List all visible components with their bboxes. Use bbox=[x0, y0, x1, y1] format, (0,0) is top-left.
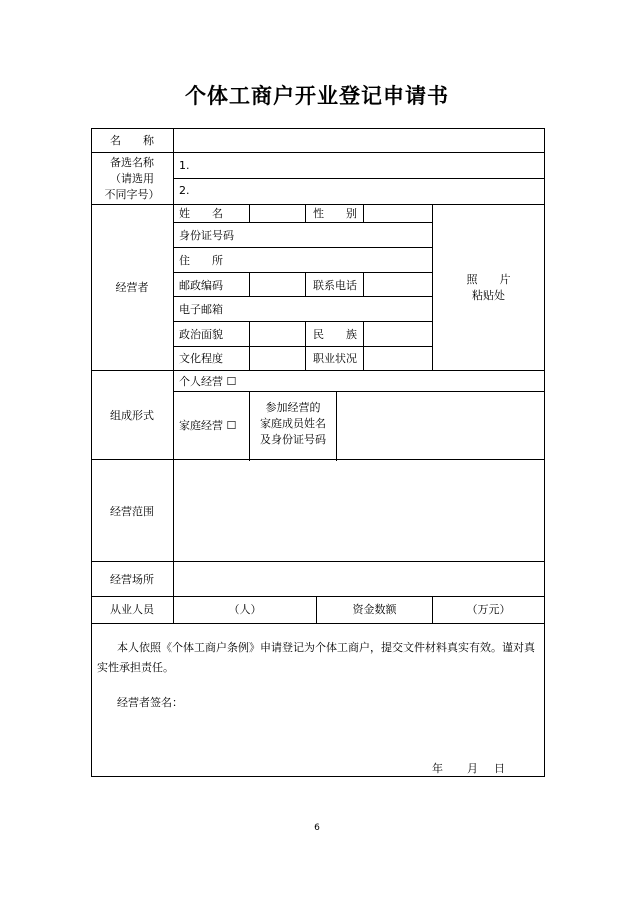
family-checkbox[interactable]: ☐ bbox=[226, 419, 237, 432]
family-members-label-line3: 及身份证号码 bbox=[260, 433, 326, 446]
photo-label-line1: 照 片 bbox=[466, 273, 511, 286]
column-line bbox=[173, 128, 174, 624]
residence-label: 住 所 bbox=[179, 254, 223, 267]
business-premises-label: 经营场所 bbox=[110, 573, 154, 586]
alt-name-1-label: 1. bbox=[179, 159, 190, 172]
form-border-right bbox=[544, 128, 545, 777]
capital-unit: （万元） bbox=[466, 603, 511, 616]
column-line bbox=[305, 272, 306, 297]
column-line bbox=[305, 321, 306, 371]
alt-names-label-line3: 不同字号） bbox=[104, 188, 160, 201]
ethnicity-label: 民 族 bbox=[313, 328, 357, 341]
row-line bbox=[91, 596, 545, 597]
declaration-line2: 实性承担责任。 bbox=[97, 661, 174, 674]
capital-label: 资金数额 bbox=[352, 603, 397, 616]
row-line bbox=[173, 178, 545, 179]
row-line bbox=[173, 222, 433, 223]
column-line bbox=[305, 204, 306, 223]
row-line bbox=[91, 370, 545, 371]
family-members-label-line2: 家庭成员姓名 bbox=[260, 417, 326, 430]
row-line bbox=[173, 272, 433, 273]
org-form-label: 组成形式 bbox=[110, 409, 154, 422]
education-label: 文化程度 bbox=[179, 352, 223, 365]
name-label: 名 称 bbox=[110, 134, 154, 147]
alt-names-label-line1: 备选名称 bbox=[110, 156, 154, 169]
page-number: 6 bbox=[314, 823, 320, 833]
operator-label: 经营者 bbox=[115, 281, 149, 294]
row-line bbox=[173, 346, 433, 347]
individual-operation-text: 个人经营 bbox=[179, 375, 223, 388]
date-day-label: 日 bbox=[494, 762, 505, 775]
family-operation-text: 家庭经营 bbox=[179, 419, 223, 432]
row-line bbox=[173, 296, 433, 297]
row-line bbox=[173, 391, 545, 392]
signature-label: 经营者签名： bbox=[117, 696, 183, 709]
individual-operation-label bbox=[179, 375, 236, 388]
form-border-top bbox=[91, 128, 545, 129]
column-line bbox=[336, 391, 337, 461]
column-line bbox=[249, 204, 250, 223]
column-line bbox=[249, 272, 250, 297]
id-number-label: 身份证号码 bbox=[179, 229, 234, 242]
application-form bbox=[91, 128, 545, 777]
form-border-bottom bbox=[91, 776, 545, 777]
declaration-line1: 本人依照《个体工商户条例》申请登记为个体工商户，提交文件材料真实有效。谨对真 bbox=[117, 641, 535, 654]
row-line bbox=[173, 321, 433, 322]
gender-label: 性 别 bbox=[313, 207, 357, 220]
family-members-label-line1: 参加经营的 bbox=[265, 401, 321, 414]
phone-label: 联系电话 bbox=[313, 279, 357, 292]
column-line bbox=[363, 204, 364, 223]
column-line bbox=[249, 321, 250, 371]
photo-label-line2: 粘贴处 bbox=[472, 289, 505, 302]
occupation-label: 职业状况 bbox=[313, 352, 357, 365]
date-year-label: 年 bbox=[432, 762, 443, 775]
email-label: 电子邮箱 bbox=[179, 303, 223, 316]
individual-checkbox[interactable]: ☐ bbox=[226, 375, 237, 388]
row-line bbox=[91, 561, 545, 562]
operator-name-label: 姓 名 bbox=[179, 207, 223, 220]
column-line bbox=[363, 272, 364, 297]
column-line bbox=[363, 321, 364, 371]
business-scope-label: 经营范围 bbox=[110, 505, 154, 518]
date-month-label: 月 bbox=[467, 762, 478, 775]
family-operation-label bbox=[179, 419, 236, 432]
page-title: 个体工商户开业登记申请书 bbox=[185, 84, 449, 108]
row-line bbox=[91, 459, 545, 460]
row-line bbox=[91, 204, 545, 205]
row-line bbox=[173, 247, 433, 248]
persons-unit: （人） bbox=[228, 603, 262, 616]
row-line bbox=[91, 152, 545, 153]
employees-label: 从业人员 bbox=[110, 603, 154, 616]
column-line bbox=[432, 204, 433, 371]
row-line bbox=[91, 623, 545, 624]
political-status-label: 政治面貌 bbox=[179, 328, 223, 341]
alt-names-label-line2: （请选用 bbox=[110, 172, 154, 185]
form-border-left bbox=[91, 128, 92, 777]
postal-code-label: 邮政编码 bbox=[179, 279, 223, 292]
alt-name-2-label: 2. bbox=[179, 184, 190, 197]
